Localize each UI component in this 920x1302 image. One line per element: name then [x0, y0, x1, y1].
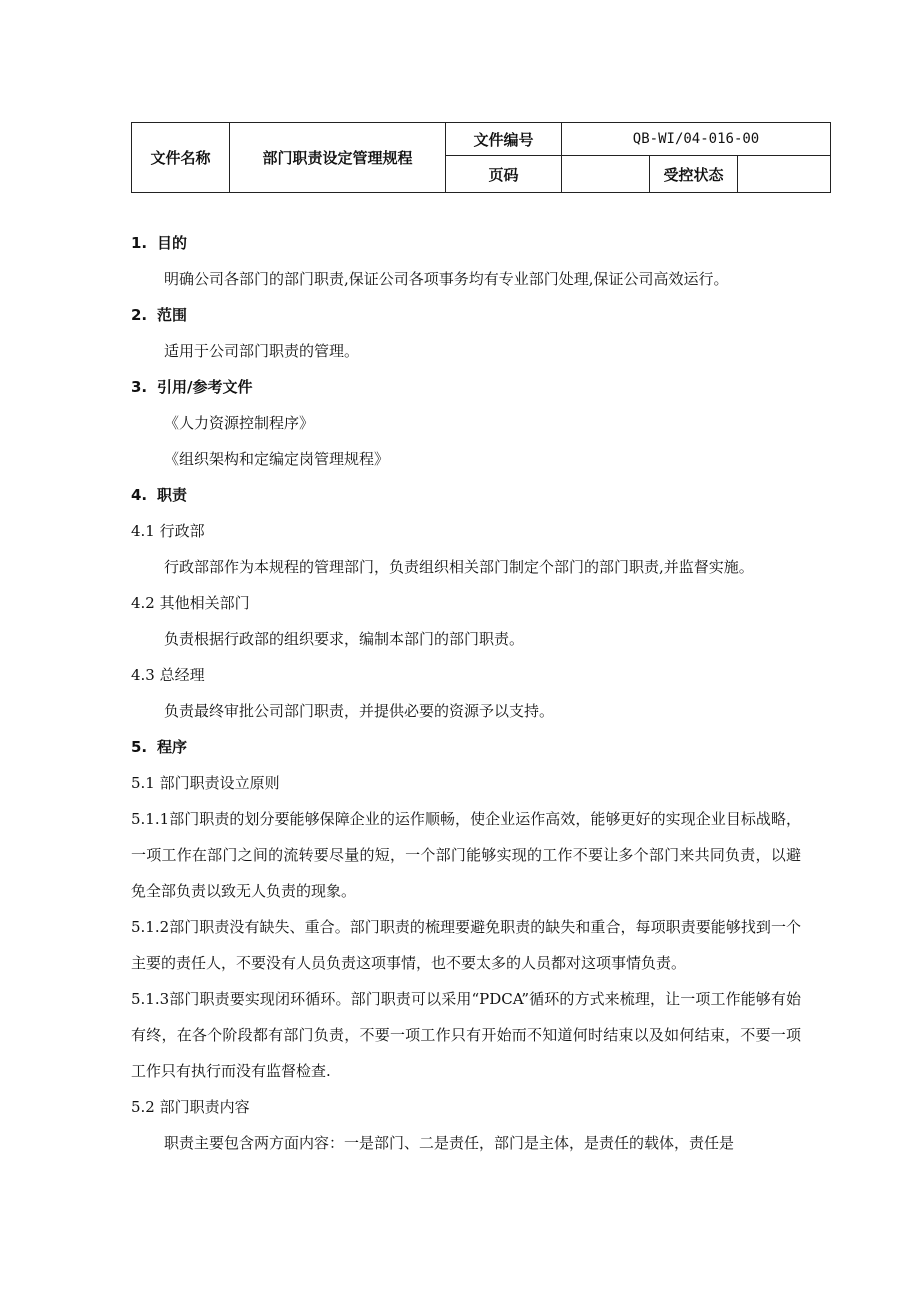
- purpose-text: 明确公司各部门的部门职责,保证公司各项事务均有专业部门处理,保证公司高效运行。: [164, 270, 729, 288]
- file-name-value: 部门职责设定管理规程: [230, 123, 446, 193]
- subsection-title-content: 5.2 部门职责内容: [131, 1098, 250, 1116]
- subsection-title-principles: 5.1 部门职责设立原则: [131, 774, 280, 792]
- principle-paragraph-3: 5.1.3部门职责要实现闭环循环。部门职责可以采用“PDCA”循环的方式来梳理，让一项工作能够有始有终，在各个阶段都有部门负责，不要一项工作只有开始而不知道何时结束以及如何结束，不要一项工作只有执行而没有监督检查.: [131, 990, 801, 1080]
- document-body: [131, 225, 801, 1161]
- content-text: 职责主要包含两方面内容：一是部门、二是责任，部门是主体，是责任的载体，责任是: [164, 1134, 735, 1152]
- principle-paragraph-1: 5.1.1部门职责的划分要能够保障企业的运作顺畅，使企业运作高效，能够更好的实现企业目标战略，一项工作在部门之间的流转要尽量的短，一个部门能够实现的工作不要让多个部门来共同负责，以避免全部负责以致无人负责的现象。: [131, 810, 801, 900]
- file-code-value: QB-WI/04-016-00: [562, 123, 831, 156]
- reference-item: 《人力资源控制程序》: [164, 414, 315, 432]
- section-heading-procedure: 5. 程序: [131, 738, 188, 756]
- section-heading-purpose: 1. 目的: [131, 234, 188, 252]
- file-code-label: 文件编号: [446, 123, 562, 156]
- control-status-value: [738, 156, 831, 193]
- file-name-label: 文件名称: [132, 123, 230, 193]
- section-heading-references: 3. 引用/参考文件: [131, 378, 253, 396]
- admin-text: 行政部部作为本规程的管理部门，负责组织相关部门制定个部门的部门职责,并监督实施。: [164, 558, 754, 576]
- reference-item: 《组织架构和定编定岗管理规程》: [164, 450, 390, 468]
- principle-paragraph-2: 5.1.2部门职责没有缺失、重合。部门职责的梳理要避免职责的缺失和重合，每项职责要能够找到一个主要的责任人，不要没有人员负责这项事情，也不要太多的人员都对这项事情负责。: [131, 918, 801, 972]
- subsection-title-other-departments: 4.2 其他相关部门: [131, 594, 250, 612]
- general-manager-text: 负责最终审批公司部门职责，并提供必要的资源予以支持。: [164, 702, 555, 720]
- other-departments-text: 负责根据行政部的组织要求，编制本部门的部门职责。: [164, 630, 525, 648]
- document-header-table: [131, 122, 831, 193]
- scope-text: 适用于公司部门职责的管理。: [164, 342, 360, 360]
- section-heading-responsibilities: 4. 职责: [131, 486, 188, 504]
- control-status-label: 受控状态: [650, 156, 738, 193]
- subsection-title-general-manager: 4.3 总经理: [131, 666, 205, 684]
- section-heading-scope: 2. 范围: [131, 306, 188, 324]
- page-label: 页码: [446, 156, 562, 193]
- subsection-title-admin: 4.1 行政部: [131, 522, 205, 540]
- page-value: [562, 156, 650, 193]
